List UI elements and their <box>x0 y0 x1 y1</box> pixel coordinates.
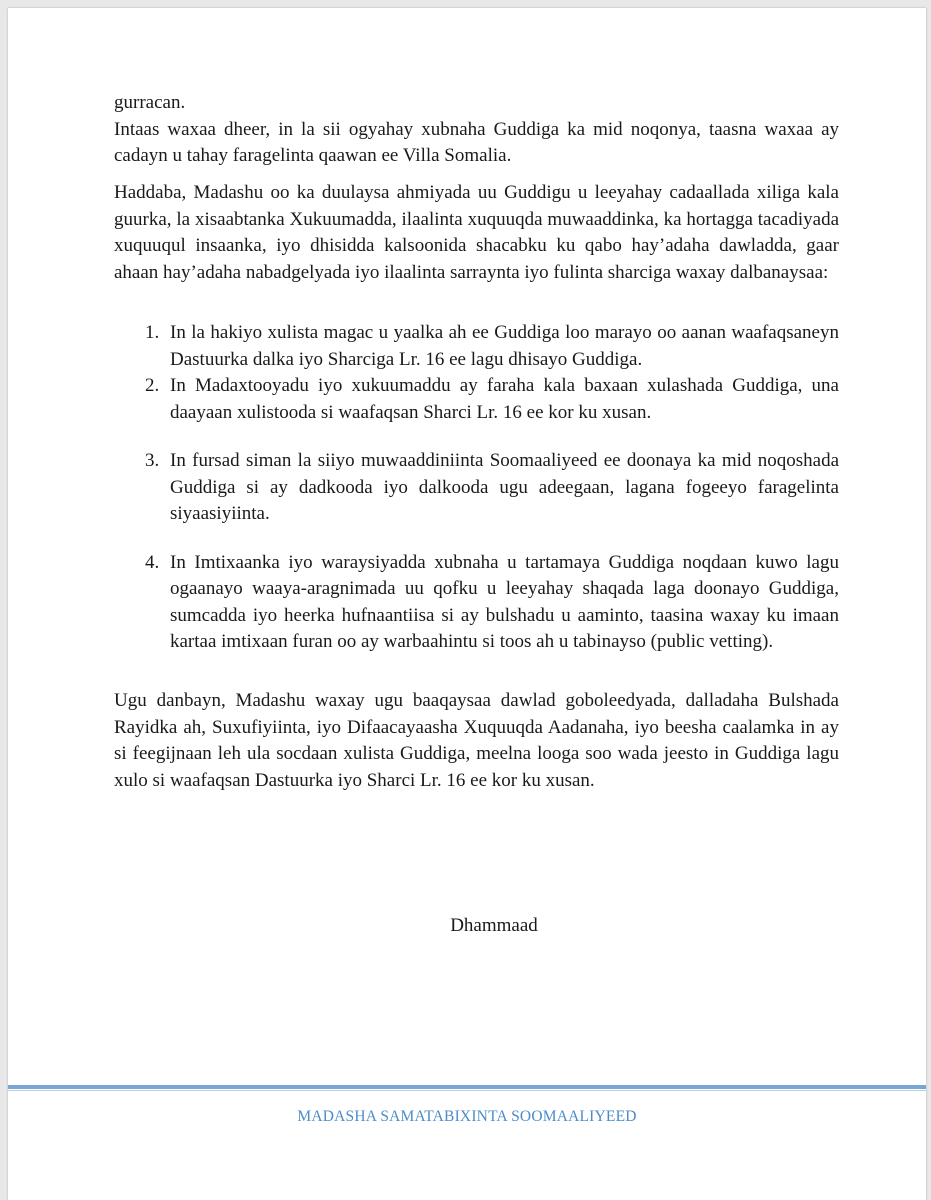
demand-number: 3. <box>145 450 160 471</box>
demand-text: In la hakiyo xulista magac u yaalka ah ee Guddiga loo marayo oo aanan waafaqsaneyn Dastuurka dalka iyo Sharciga Lr. 16 ee lagu dhisayo Guddiga. <box>170 322 839 370</box>
signoff: Dhammaad <box>450 915 538 936</box>
opening-paragraphs <box>114 90 839 170</box>
continuation-text: gurracan. <box>114 92 186 113</box>
demands-list <box>114 320 839 656</box>
demand-number: 2. <box>145 375 160 396</box>
demand-item <box>114 448 839 528</box>
demand-number: 4. <box>145 551 160 573</box>
demand-item <box>114 320 839 373</box>
paragraph-closing: Ugu danbayn, Madashu waxay ugu baaqaysaa dawlad goboleedyada, dalladaha Bulshada Rayidka ah, Suxufiyiinta, iyo Difaacayaasha Xuquuqda Aadanaha, iyo beesha caalamka in ay si feegijnaan leh ula socdaan xulista Guddiga, meelna looga soo wada jeesto in Guddiga lagu xulo si waafaqsan Dastuurka iyo Sharci Lr. 16 ee kor ku xusan. <box>114 690 839 791</box>
demand-text: In Imtixaanka iyo waraysiyadda xubnaha u tartamaya Guddiga noqdaan kuwo lagu ogaanayo waaya-aragnimada uu qofku u leeyahay shaqada laga doonayo Guddiga, sumcadda iyo heerka hufnaantiisa si ay bulshadu u aaminto, taasina waxay ku imaan kartaa imtixaan furan oo ay warbaahintu si toos ah u tabinayso (public vetting). <box>170 551 839 652</box>
demand-text: In fursad siman la siiyo muwaaddiniinta Soomaaliyeed ee doonaya ka mid noqoshada Guddiga si ay dadkooda iyo dalkooda ugu adeegaan, lagana fogeeyo faragelinta siyaasiyiinta. <box>170 450 839 524</box>
demand-number: 1. <box>145 322 160 343</box>
demand-text: In Madaxtooyadu iyo xukuumaddu ay faraha kala baxaan xulashada Guddiga, una daayaan xulistooda si waafaqsan Sharci Lr. 16 ee kor ku xusan. <box>170 375 839 423</box>
paragraph-interference: Intaas waxaa dheer, in la sii ogyahay xubnaha Guddiga ka mid noqonya, taasna waxaa ay cadayn u tahay faragelinta qaawan ee Villa Somalia. <box>114 118 839 166</box>
footer-organization: MADASHA SAMATABIXINTA SOOMAALIYEED <box>297 1108 637 1125</box>
demand-item <box>114 550 839 656</box>
demand-item <box>114 373 839 426</box>
document-page <box>8 8 926 1200</box>
footer-divider <box>8 1085 926 1089</box>
paragraph-demands-intro: Haddaba, Madashu oo ka duulaysa ahmiyada uu Guddigu u leeyahay cadaallada xiliga kala guurka, la xisaabtanka Xukuumadda, ilaalinta xuquuqda muwaaddinka, ka hortagga tacadiyada xuquuqul insaanka, iyo dhisidda kalsoonida shacabku ku qabo hay’adaha dawladda, gaar ahaan hay’adaha nabadgelyada iyo ilaalinta sarraynta iyo fulinta sharciga waxay dalbanaysaa: <box>114 182 839 283</box>
footer-divider-thin <box>8 1090 926 1091</box>
